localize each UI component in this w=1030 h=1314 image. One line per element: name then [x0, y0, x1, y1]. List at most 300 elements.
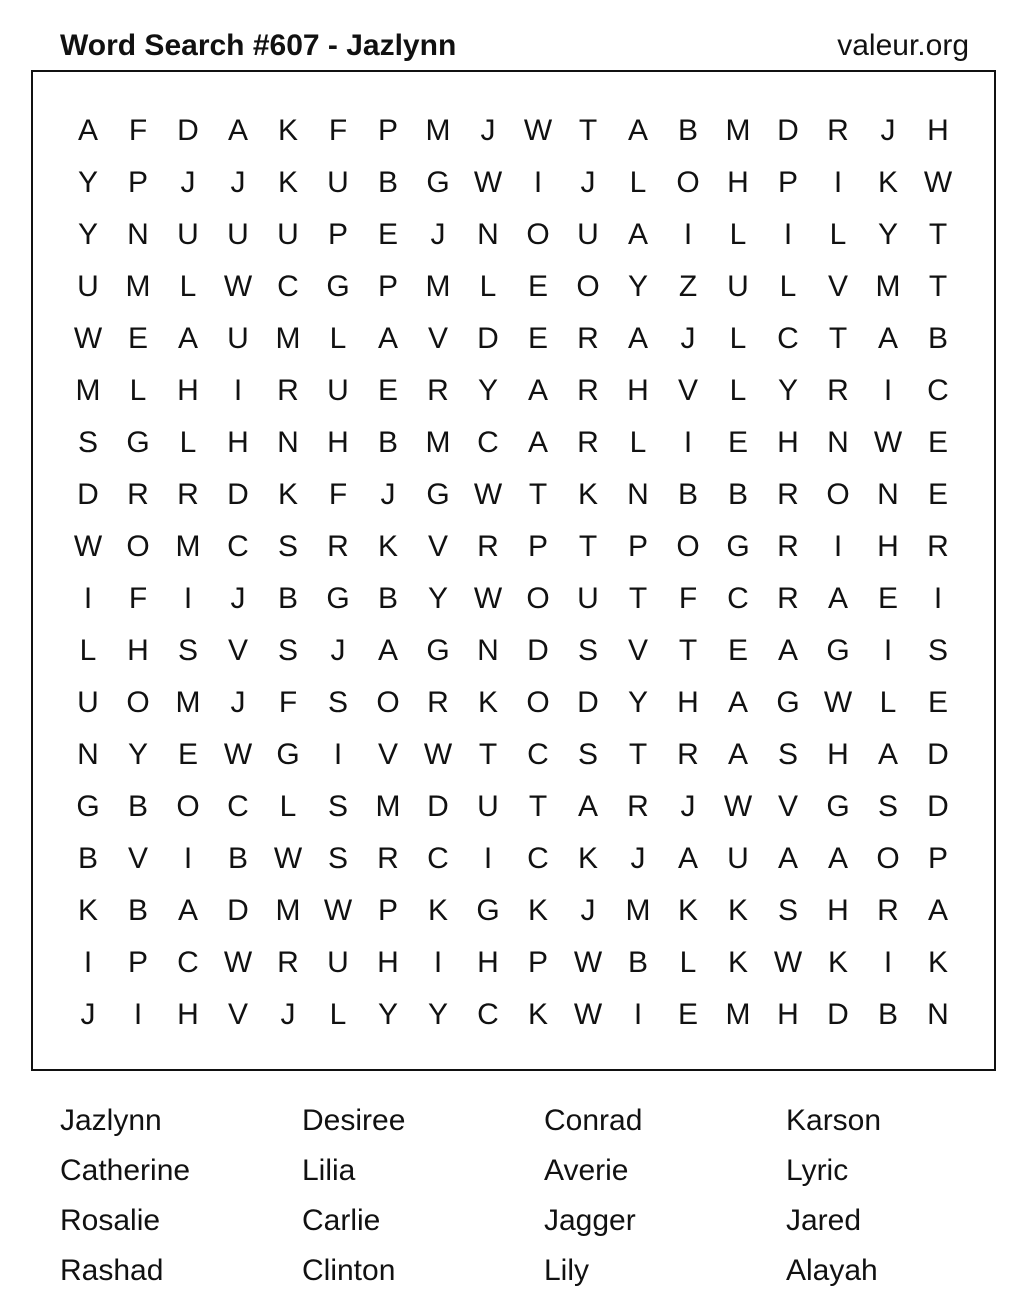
grid-letter[interactable]: P	[627, 530, 648, 563]
grid-letter[interactable]: I	[883, 374, 893, 407]
grid-letter[interactable]: O	[876, 842, 900, 875]
grid-letter[interactable]: G	[126, 426, 150, 459]
grid-letter[interactable]: T	[828, 322, 848, 355]
grid-letter[interactable]: W	[823, 686, 853, 719]
grid-letter[interactable]: G	[426, 478, 450, 511]
grid-letter[interactable]: C	[177, 946, 199, 979]
grid-letter[interactable]: B	[77, 842, 98, 875]
grid-letter[interactable]: R	[777, 478, 799, 511]
grid-letter[interactable]: A	[527, 374, 548, 407]
grid-letter[interactable]: W	[73, 322, 103, 355]
grid-letter[interactable]: J	[680, 322, 696, 355]
grid-letter[interactable]: T	[928, 218, 948, 251]
grid-letter[interactable]: U	[327, 166, 349, 199]
grid-letter[interactable]: U	[327, 946, 349, 979]
grid-letter[interactable]: U	[77, 270, 99, 303]
grid-letter[interactable]: L	[129, 374, 147, 407]
grid-letter[interactable]: J	[180, 166, 196, 199]
grid-letter[interactable]: E	[727, 634, 748, 667]
grid-letter[interactable]: P	[527, 946, 548, 979]
grid-letter[interactable]: W	[423, 738, 453, 771]
grid-letter[interactable]: A	[877, 738, 898, 771]
grid-letter[interactable]: I	[433, 946, 443, 979]
grid-letter[interactable]: L	[329, 998, 347, 1031]
grid-letter[interactable]: I	[883, 946, 893, 979]
grid-letter[interactable]: T	[928, 270, 948, 303]
grid-letter[interactable]: B	[727, 478, 748, 511]
grid-letter[interactable]: C	[227, 530, 249, 563]
grid-letter[interactable]: T	[678, 634, 698, 667]
grid-letter[interactable]: C	[527, 738, 549, 771]
grid-letter[interactable]: K	[577, 478, 598, 511]
grid-letter[interactable]: L	[179, 426, 197, 459]
grid-letter[interactable]: R	[927, 530, 949, 563]
grid-letter[interactable]: C	[927, 374, 949, 407]
grid-letter[interactable]: A	[727, 686, 748, 719]
grid-letter[interactable]: B	[227, 842, 248, 875]
grid-letter[interactable]: D	[927, 738, 949, 771]
grid-letter[interactable]: M	[425, 114, 451, 147]
grid-letter[interactable]: R	[827, 114, 849, 147]
grid-letter[interactable]: D	[227, 894, 249, 927]
grid-letter[interactable]: K	[877, 166, 898, 199]
grid-letter[interactable]: P	[777, 166, 798, 199]
grid-letter[interactable]: H	[777, 998, 799, 1031]
grid-letter[interactable]: T	[528, 790, 548, 823]
grid-letter[interactable]: S	[277, 530, 298, 563]
grid-letter[interactable]: L	[729, 374, 747, 407]
grid-letter[interactable]: M	[375, 790, 401, 823]
grid-letter[interactable]: R	[777, 530, 799, 563]
grid-letter[interactable]: W	[773, 946, 803, 979]
grid-letter[interactable]: I	[483, 842, 493, 875]
grid-letter[interactable]: U	[277, 218, 299, 251]
grid-letter[interactable]: F	[328, 478, 348, 511]
grid-letter[interactable]: K	[527, 894, 548, 927]
grid-letter[interactable]: T	[628, 582, 648, 615]
grid-letter[interactable]: A	[377, 634, 398, 667]
grid-letter[interactable]: H	[127, 634, 149, 667]
grid-letter[interactable]: B	[277, 582, 298, 615]
grid-letter[interactable]: K	[527, 998, 548, 1031]
grid-letter[interactable]: R	[477, 530, 499, 563]
grid-letter[interactable]: H	[227, 426, 249, 459]
grid-letter[interactable]: S	[777, 738, 798, 771]
grid-letter[interactable]: B	[377, 582, 398, 615]
grid-letter[interactable]: N	[627, 478, 649, 511]
grid-letter[interactable]: A	[677, 842, 698, 875]
grid-letter[interactable]: K	[727, 894, 748, 927]
grid-letter[interactable]: H	[477, 946, 499, 979]
grid-letter[interactable]: D	[177, 114, 199, 147]
grid-letter[interactable]: R	[827, 374, 849, 407]
grid-letter[interactable]: G	[426, 634, 450, 667]
grid-letter[interactable]: W	[323, 894, 353, 927]
grid-letter[interactable]: C	[727, 582, 749, 615]
grid-letter[interactable]: P	[377, 894, 398, 927]
grid-letter[interactable]: K	[77, 894, 98, 927]
grid-letter[interactable]: J	[580, 894, 596, 927]
grid-letter[interactable]: S	[577, 738, 598, 771]
grid-letter[interactable]: R	[577, 374, 599, 407]
grid-letter[interactable]: S	[877, 790, 898, 823]
grid-letter[interactable]: T	[478, 738, 498, 771]
grid-letter[interactable]: P	[127, 946, 148, 979]
grid-letter[interactable]: F	[678, 582, 698, 615]
grid-letter[interactable]: Y	[627, 270, 648, 303]
grid-letter[interactable]: B	[127, 894, 148, 927]
grid-letter[interactable]: D	[577, 686, 599, 719]
grid-letter[interactable]: I	[783, 218, 793, 251]
grid-letter[interactable]: F	[128, 114, 148, 147]
grid-letter[interactable]: H	[777, 426, 799, 459]
grid-letter[interactable]: K	[577, 842, 598, 875]
grid-letter[interactable]: J	[630, 842, 646, 875]
grid-letter[interactable]: A	[927, 894, 948, 927]
grid-letter[interactable]: J	[230, 686, 246, 719]
grid-letter[interactable]: H	[877, 530, 899, 563]
grid-letter[interactable]: S	[777, 894, 798, 927]
grid-letter[interactable]: A	[177, 894, 198, 927]
grid-letter[interactable]: E	[927, 686, 948, 719]
grid-letter[interactable]: J	[580, 166, 596, 199]
grid-letter[interactable]: I	[833, 166, 843, 199]
grid-letter[interactable]: V	[427, 322, 448, 355]
grid-letter[interactable]: D	[827, 998, 849, 1031]
grid-letter[interactable]: B	[927, 322, 948, 355]
grid-letter[interactable]: M	[425, 270, 451, 303]
grid-letter[interactable]: Y	[627, 686, 648, 719]
grid-letter[interactable]: A	[577, 790, 598, 823]
grid-letter[interactable]: L	[179, 270, 197, 303]
grid-letter[interactable]: I	[933, 582, 943, 615]
grid-letter[interactable]: U	[477, 790, 499, 823]
grid-letter[interactable]: I	[683, 426, 693, 459]
grid-letter[interactable]: E	[527, 270, 548, 303]
grid-letter[interactable]: H	[727, 166, 749, 199]
grid-letter[interactable]: R	[627, 790, 649, 823]
grid-letter[interactable]: K	[277, 166, 298, 199]
grid-letter[interactable]: E	[727, 426, 748, 459]
grid-letter[interactable]: N	[477, 218, 499, 251]
grid-letter[interactable]: O	[126, 530, 150, 563]
grid-letter[interactable]: G	[426, 166, 450, 199]
grid-letter[interactable]: W	[573, 998, 603, 1031]
grid-letter[interactable]: H	[177, 998, 199, 1031]
grid-letter[interactable]: D	[427, 790, 449, 823]
grid-letter[interactable]: D	[927, 790, 949, 823]
grid-letter[interactable]: R	[877, 894, 899, 927]
grid-letter[interactable]: D	[777, 114, 799, 147]
grid-letter[interactable]: B	[127, 790, 148, 823]
grid-letter[interactable]: V	[777, 790, 798, 823]
grid-letter[interactable]: K	[677, 894, 698, 927]
grid-letter[interactable]: G	[826, 634, 850, 667]
grid-letter[interactable]: A	[627, 218, 648, 251]
grid-letter[interactable]: I	[183, 582, 193, 615]
grid-letter[interactable]: W	[273, 842, 303, 875]
grid-letter[interactable]: L	[279, 790, 297, 823]
grid-letter[interactable]: V	[227, 634, 248, 667]
grid-letter[interactable]: Y	[477, 374, 498, 407]
grid-letter[interactable]: N	[877, 478, 899, 511]
grid-letter[interactable]: V	[677, 374, 698, 407]
grid-letter[interactable]: S	[327, 790, 348, 823]
grid-letter[interactable]: H	[377, 946, 399, 979]
grid-letter[interactable]: B	[677, 478, 698, 511]
grid-letter[interactable]: M	[125, 270, 151, 303]
grid-letter[interactable]: J	[230, 166, 246, 199]
grid-letter[interactable]: L	[79, 634, 97, 667]
grid-letter[interactable]: I	[533, 166, 543, 199]
grid-letter[interactable]: W	[723, 790, 753, 823]
grid-letter[interactable]: T	[628, 738, 648, 771]
grid-letter[interactable]: E	[177, 738, 198, 771]
grid-letter[interactable]: S	[177, 634, 198, 667]
grid-letter[interactable]: D	[527, 634, 549, 667]
grid-letter[interactable]: R	[277, 946, 299, 979]
grid-letter[interactable]: A	[777, 842, 798, 875]
grid-letter[interactable]: P	[377, 270, 398, 303]
grid-letter[interactable]: U	[227, 322, 249, 355]
grid-letter[interactable]: K	[377, 530, 398, 563]
grid-letter[interactable]: J	[380, 478, 396, 511]
grid-letter[interactable]: W	[473, 582, 503, 615]
grid-letter[interactable]: S	[577, 634, 598, 667]
grid-letter[interactable]: S	[927, 634, 948, 667]
grid-letter[interactable]: P	[527, 530, 548, 563]
grid-letter[interactable]: G	[476, 894, 500, 927]
grid-letter[interactable]: R	[577, 426, 599, 459]
grid-letter[interactable]: W	[873, 426, 903, 459]
grid-letter[interactable]: V	[627, 634, 648, 667]
grid-letter[interactable]: A	[827, 842, 848, 875]
grid-letter[interactable]: G	[826, 790, 850, 823]
grid-letter[interactable]: P	[927, 842, 948, 875]
grid-letter[interactable]: O	[376, 686, 400, 719]
grid-letter[interactable]: P	[377, 114, 398, 147]
grid-letter[interactable]: Y	[77, 166, 98, 199]
grid-letter[interactable]: S	[77, 426, 98, 459]
grid-letter[interactable]: D	[477, 322, 499, 355]
grid-letter[interactable]: T	[578, 530, 598, 563]
grid-letter[interactable]: N	[477, 634, 499, 667]
grid-letter[interactable]: Y	[427, 998, 448, 1031]
grid-letter[interactable]: M	[275, 322, 301, 355]
grid-letter[interactable]: A	[177, 322, 198, 355]
grid-letter[interactable]: S	[327, 842, 348, 875]
grid-letter[interactable]: U	[727, 270, 749, 303]
grid-letter[interactable]: I	[133, 998, 143, 1031]
grid-letter[interactable]: R	[127, 478, 149, 511]
grid-letter[interactable]: B	[377, 166, 398, 199]
grid-letter[interactable]: E	[927, 478, 948, 511]
grid-letter[interactable]: C	[777, 322, 799, 355]
grid-letter[interactable]: Y	[427, 582, 448, 615]
grid-letter[interactable]: V	[227, 998, 248, 1031]
grid-letter[interactable]: L	[729, 322, 747, 355]
grid-letter[interactable]: I	[183, 842, 193, 875]
grid-letter[interactable]: Y	[77, 218, 98, 251]
grid-letter[interactable]: J	[280, 998, 296, 1031]
grid-letter[interactable]: J	[430, 218, 446, 251]
grid-letter[interactable]: I	[83, 946, 93, 979]
grid-letter[interactable]: W	[223, 738, 253, 771]
grid-letter[interactable]: L	[729, 218, 747, 251]
grid-letter[interactable]: E	[527, 322, 548, 355]
grid-letter[interactable]: K	[727, 946, 748, 979]
grid-letter[interactable]: O	[526, 686, 550, 719]
grid-letter[interactable]: L	[629, 166, 647, 199]
grid-letter[interactable]: E	[127, 322, 148, 355]
grid-letter[interactable]: Y	[777, 374, 798, 407]
grid-letter[interactable]: H	[927, 114, 949, 147]
grid-letter[interactable]: I	[883, 634, 893, 667]
grid-letter[interactable]: C	[527, 842, 549, 875]
grid-letter[interactable]: U	[177, 218, 199, 251]
grid-letter[interactable]: G	[326, 582, 350, 615]
grid-letter[interactable]: W	[473, 478, 503, 511]
grid-letter[interactable]: W	[523, 114, 553, 147]
grid-letter[interactable]: L	[779, 270, 797, 303]
grid-letter[interactable]: L	[879, 686, 897, 719]
grid-letter[interactable]: I	[683, 218, 693, 251]
grid-letter[interactable]: F	[278, 686, 298, 719]
grid-letter[interactable]: I	[333, 738, 343, 771]
grid-letter[interactable]: E	[377, 374, 398, 407]
grid-letter[interactable]: N	[77, 738, 99, 771]
grid-letter[interactable]: P	[327, 218, 348, 251]
grid-letter[interactable]: K	[477, 686, 498, 719]
grid-letter[interactable]: W	[473, 166, 503, 199]
grid-letter[interactable]: H	[327, 426, 349, 459]
grid-letter[interactable]: S	[277, 634, 298, 667]
grid-letter[interactable]: L	[479, 270, 497, 303]
grid-letter[interactable]: R	[427, 686, 449, 719]
grid-letter[interactable]: M	[275, 894, 301, 927]
grid-letter[interactable]: E	[377, 218, 398, 251]
grid-letter[interactable]: K	[277, 114, 298, 147]
grid-letter[interactable]: O	[826, 478, 850, 511]
grid-letter[interactable]: R	[277, 374, 299, 407]
grid-letter[interactable]: W	[223, 270, 253, 303]
grid-letter[interactable]: J	[480, 114, 496, 147]
grid-letter[interactable]: E	[877, 582, 898, 615]
grid-letter[interactable]: M	[625, 894, 651, 927]
grid-letter[interactable]: A	[77, 114, 98, 147]
grid-letter[interactable]: L	[829, 218, 847, 251]
grid-letter[interactable]: O	[676, 530, 700, 563]
grid-letter[interactable]: M	[725, 998, 751, 1031]
grid-letter[interactable]: N	[827, 426, 849, 459]
grid-letter[interactable]: J	[680, 790, 696, 823]
grid-letter[interactable]: E	[677, 998, 698, 1031]
grid-letter[interactable]: J	[80, 998, 96, 1031]
grid-letter[interactable]: C	[227, 790, 249, 823]
grid-letter[interactable]: I	[83, 582, 93, 615]
grid-letter[interactable]: J	[230, 582, 246, 615]
grid-letter[interactable]: R	[577, 322, 599, 355]
grid-letter[interactable]: R	[177, 478, 199, 511]
grid-letter[interactable]: I	[833, 530, 843, 563]
grid-letter[interactable]: L	[629, 426, 647, 459]
grid-letter[interactable]: Y	[127, 738, 148, 771]
grid-letter[interactable]: K	[277, 478, 298, 511]
grid-letter[interactable]: V	[127, 842, 148, 875]
grid-letter[interactable]: W	[73, 530, 103, 563]
grid-letter[interactable]: V	[427, 530, 448, 563]
grid-letter[interactable]: G	[76, 790, 100, 823]
grid-letter[interactable]: U	[77, 686, 99, 719]
grid-letter[interactable]: S	[327, 686, 348, 719]
grid-letter[interactable]: J	[330, 634, 346, 667]
grid-letter[interactable]: G	[326, 270, 350, 303]
grid-letter[interactable]: B	[377, 426, 398, 459]
grid-letter[interactable]: E	[927, 426, 948, 459]
grid-letter[interactable]: A	[627, 114, 648, 147]
grid-letter[interactable]: G	[276, 738, 300, 771]
grid-letter[interactable]: V	[827, 270, 848, 303]
grid-letter[interactable]: I	[233, 374, 243, 407]
grid-letter[interactable]: A	[727, 738, 748, 771]
grid-letter[interactable]: R	[677, 738, 699, 771]
grid-letter[interactable]: C	[477, 426, 499, 459]
grid-letter[interactable]: Y	[377, 998, 398, 1031]
grid-letter[interactable]: T	[528, 478, 548, 511]
grid-letter[interactable]: D	[77, 478, 99, 511]
grid-letter[interactable]: M	[75, 374, 101, 407]
grid-letter[interactable]: N	[927, 998, 949, 1031]
grid-letter[interactable]: K	[927, 946, 948, 979]
grid-letter[interactable]: W	[573, 946, 603, 979]
grid-letter[interactable]: K	[427, 894, 448, 927]
grid-letter[interactable]: M	[175, 530, 201, 563]
grid-letter[interactable]: W	[923, 166, 953, 199]
grid-letter[interactable]: N	[277, 426, 299, 459]
grid-letter[interactable]: R	[377, 842, 399, 875]
grid-letter[interactable]: F	[128, 582, 148, 615]
grid-letter[interactable]: M	[425, 426, 451, 459]
grid-letter[interactable]: U	[227, 218, 249, 251]
grid-letter[interactable]: C	[427, 842, 449, 875]
grid-letter[interactable]: U	[577, 218, 599, 251]
grid-letter[interactable]: F	[328, 114, 348, 147]
grid-letter[interactable]: B	[677, 114, 698, 147]
grid-letter[interactable]: A	[377, 322, 398, 355]
grid-letter[interactable]: H	[677, 686, 699, 719]
grid-letter[interactable]: K	[827, 946, 848, 979]
grid-letter[interactable]: U	[327, 374, 349, 407]
grid-letter[interactable]: P	[127, 166, 148, 199]
grid-letter[interactable]: G	[726, 530, 750, 563]
grid-letter[interactable]: R	[777, 582, 799, 615]
grid-letter[interactable]: O	[576, 270, 600, 303]
grid-letter[interactable]: V	[377, 738, 398, 771]
grid-letter[interactable]: A	[527, 426, 548, 459]
grid-letter[interactable]: M	[725, 114, 751, 147]
grid-letter[interactable]: L	[679, 946, 697, 979]
grid-letter[interactable]: I	[633, 998, 643, 1031]
grid-letter[interactable]: T	[578, 114, 598, 147]
grid-letter[interactable]: C	[477, 998, 499, 1031]
grid-letter[interactable]: H	[177, 374, 199, 407]
grid-letter[interactable]: O	[526, 218, 550, 251]
grid-letter[interactable]: R	[427, 374, 449, 407]
grid-letter[interactable]: U	[577, 582, 599, 615]
grid-letter[interactable]: D	[227, 478, 249, 511]
grid-letter[interactable]: G	[776, 686, 800, 719]
grid-letter[interactable]: B	[877, 998, 898, 1031]
